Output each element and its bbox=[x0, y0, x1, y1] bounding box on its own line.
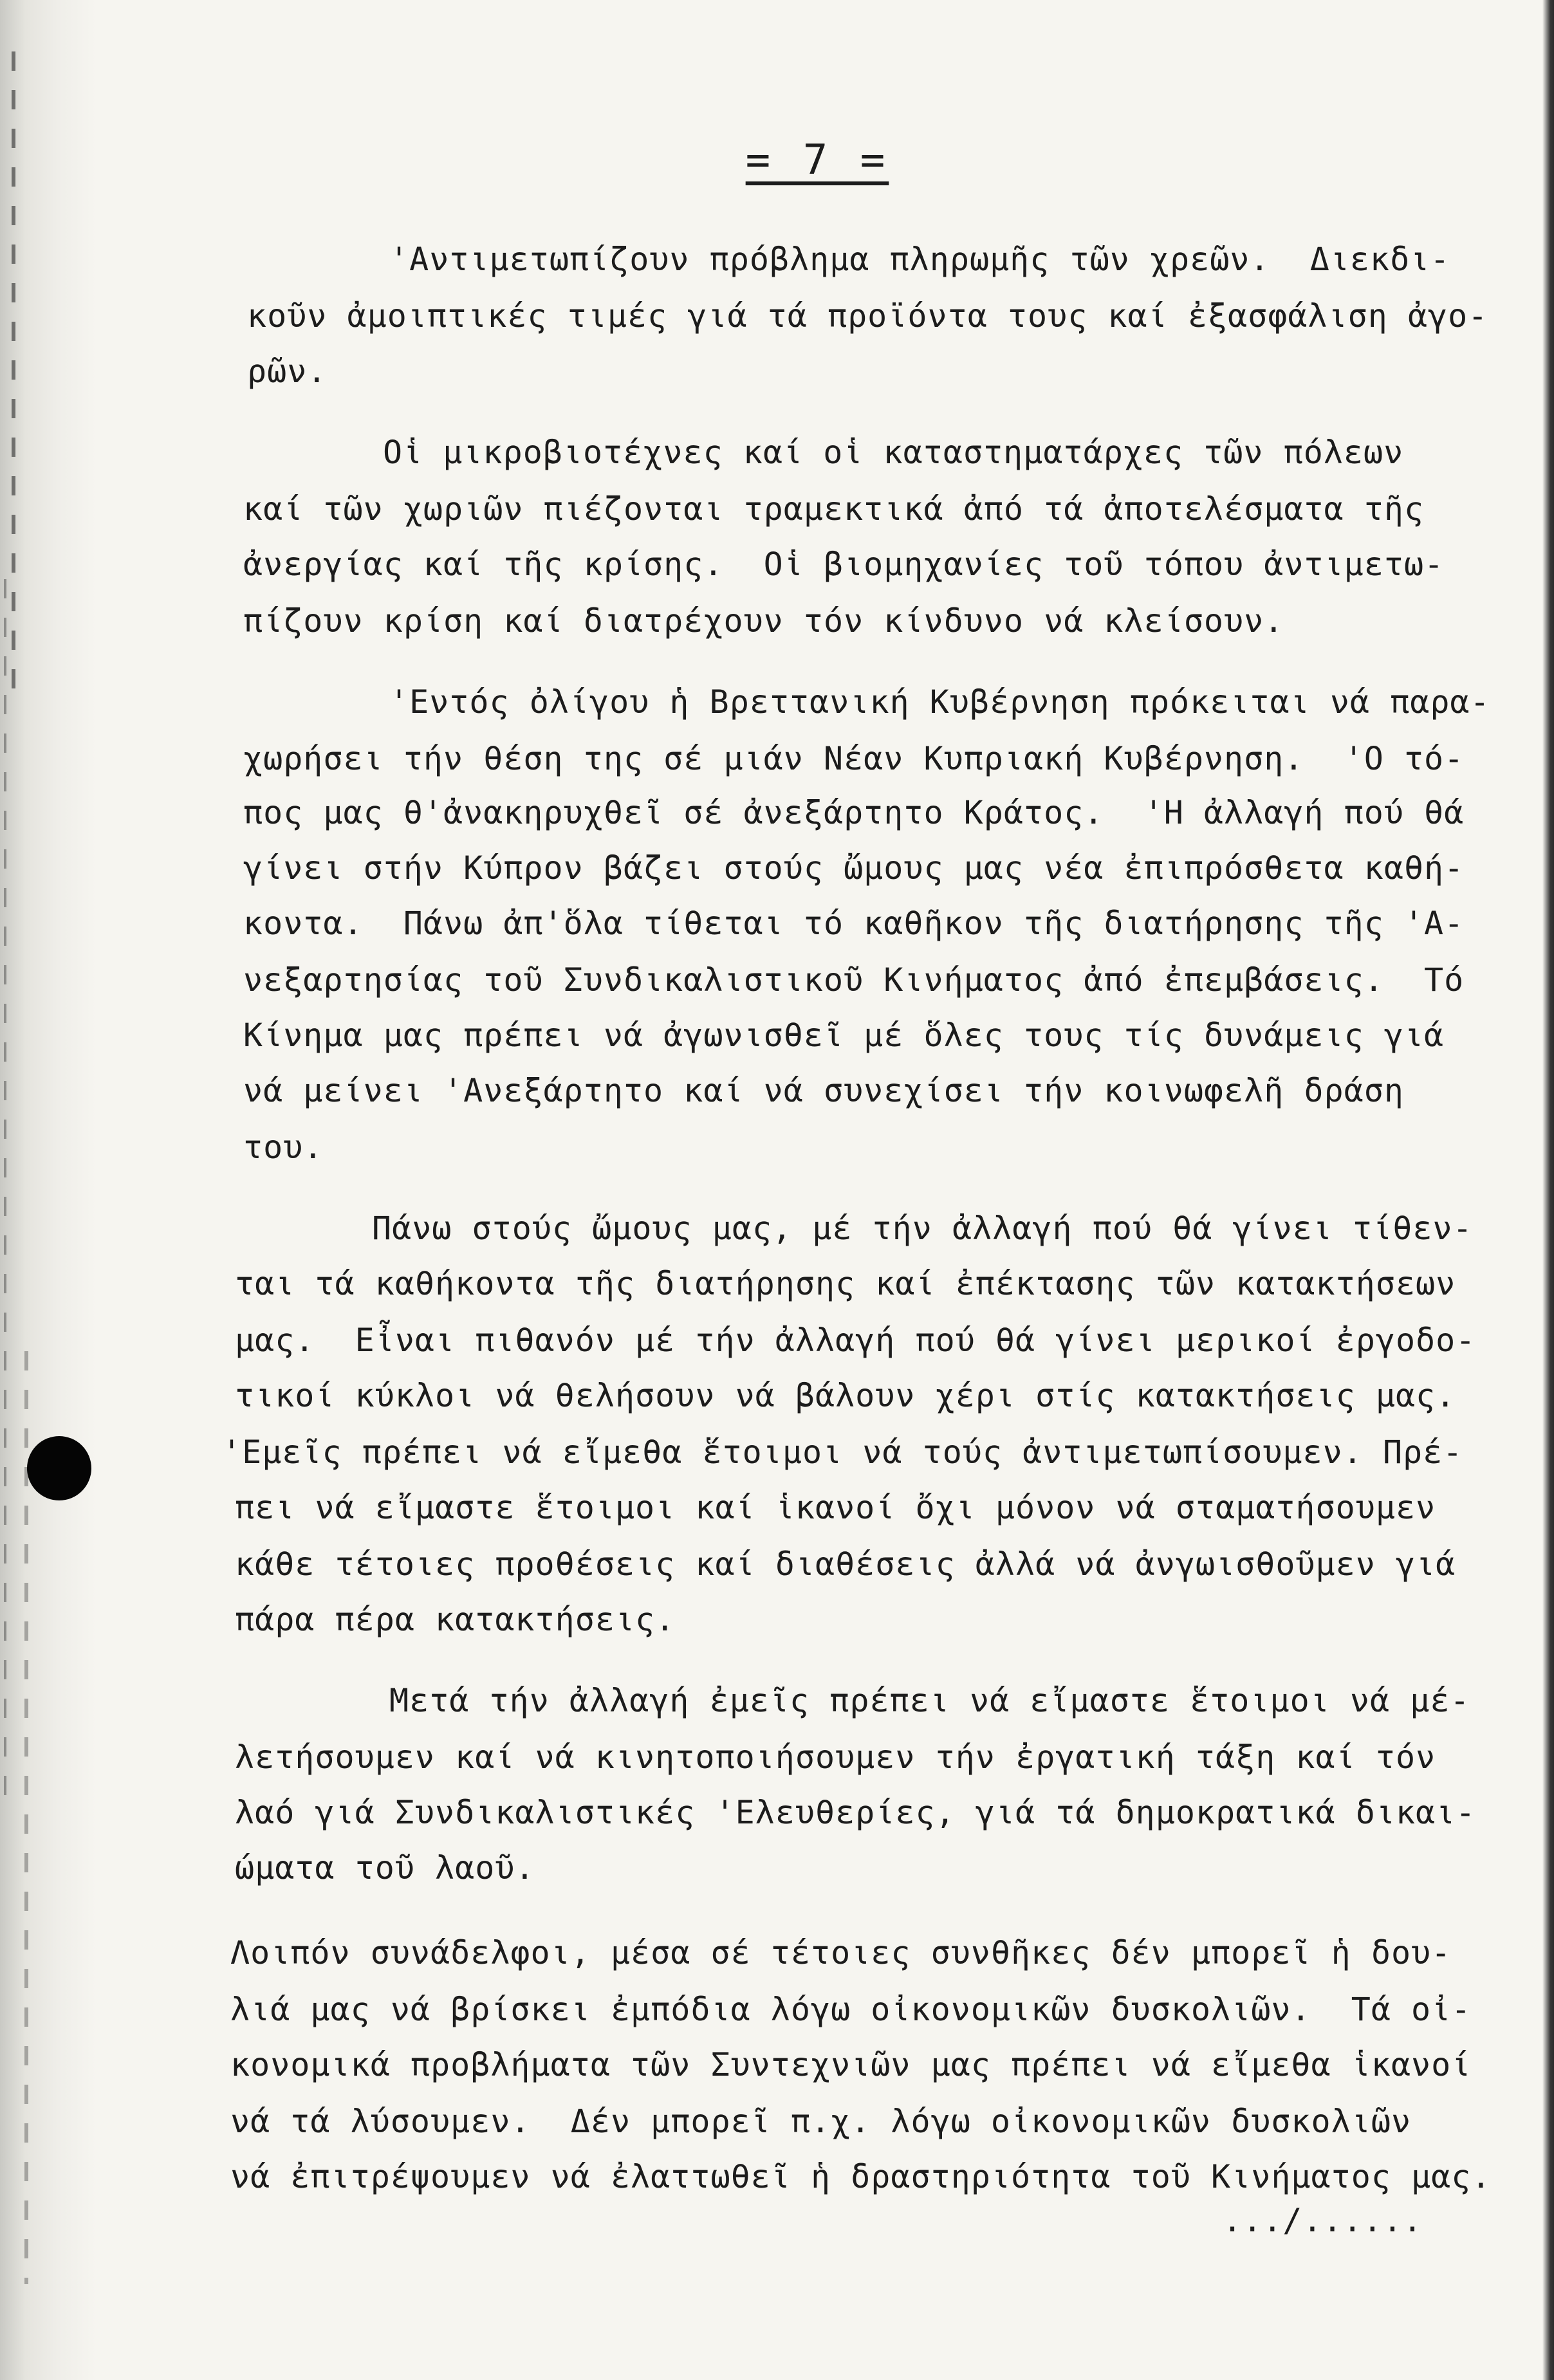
text-line: Μετά τήν ἀλλαγή ἐμεῖς πρέπει νά εἴμαστε ἕτοιμοι νά μέ- bbox=[389, 1682, 1470, 1719]
text-line: Λοιπόν συνάδελφοι, μέσα σέ τέτοιες συνθῆκες δέν μπορεῖ ἡ δου- bbox=[230, 1934, 1452, 1971]
text-line: κονομικά προβλήματα τῶν Συντεχνιῶν μας πρέπει νά εἴμεθα ἱκανοί bbox=[230, 2046, 1472, 2083]
text-line: καί τῶν χωριῶν πιέζονται τραμεκτικά ἀπό τά ἀποτελέσματα τῆς bbox=[243, 490, 1425, 528]
text-line: Κίνημα μας πρέπει νά ἀγωνισθεῖ μέ ὅλες τους τίς δυνάμεις γιά bbox=[243, 1017, 1445, 1054]
text-line: ρῶν. bbox=[247, 353, 328, 390]
text-line: λαό γιά Συνδικαλιστικές 'Ελευθερίες, γιά τά δημοκρατικά δικαι- bbox=[235, 1794, 1476, 1831]
text-line: νεξαρτησίας τοῦ Συνδικαλιστικοῦ Κινήματος ἀπό ἐπεμβάσεις. Τό bbox=[243, 961, 1465, 999]
text-line: πος μας θ'ἀνακηρυχθεῖ σέ ἀνεξάρτητο Κράτος. 'Η ἀλλαγή πού θά bbox=[243, 794, 1465, 831]
text-line: ἀνεργίας καί τῆς κρίσης. Οἱ βιομηχανίες τοῦ τόπου ἀντιμετω- bbox=[243, 546, 1445, 583]
continuation-marker: .../...... bbox=[1223, 2202, 1423, 2239]
page-number: = 7 = bbox=[745, 136, 889, 184]
text-line: κάθε τέτοιες προθέσεις καί διαθέσεις ἀλλά νά ἀνγωισθοῦμεν γιά bbox=[235, 1545, 1456, 1583]
text-line: κοντα. Πάνω ἀπ'ὅλα τίθεται τό καθῆκον τῆς διατήρησης τῆς 'Α- bbox=[243, 905, 1465, 942]
text-line: νά τά λύσουμεν. Δέν μπορεῖ π.χ. λόγω οἰκονομικῶν δυσκολιῶν bbox=[230, 2103, 1412, 2140]
text-line: κοῦν ἀμοιπτικές τιμές γιά τά προϊόντα τους καί ἐξασφάλιση ἀγο- bbox=[247, 297, 1488, 335]
left-margin-scan-artifact bbox=[24, 1351, 28, 2284]
text-line: πει νά εἴμαστε ἕτοιμοι καί ἱκανοί ὄχι μόνον νά σταματήσουμεν bbox=[235, 1489, 1436, 1526]
text-line: νά ἐπιτρέψουμεν νά ἐλαττωθεῖ ἡ δραστηριότητα τοῦ Κινήματος μας. bbox=[230, 2158, 1492, 2195]
text-line: νά μείνει 'Ανεξάρτητο καί νά συνεχίσει τήν κοινωφελῆ δράση bbox=[243, 1072, 1404, 1109]
text-line: Οἱ μικροβιοτέχνες καί οἱ καταστηματάρχες τῶν πόλεων bbox=[383, 434, 1404, 471]
text-line: ώματα τοῦ λαοῦ. bbox=[235, 1849, 535, 1886]
text-line: χωρήσει τήν θέση της σέ μιάν Νέαν Κυπριακή Κυβέρνηση. 'Ο τό- bbox=[243, 740, 1465, 777]
left-margin-scan-artifact bbox=[12, 51, 15, 695]
text-line: 'Εμεῖς πρέπει νά εἴμεθα ἕτοιμοι νά τούς ἀντιμετωπίσουμεν. Πρέ- bbox=[222, 1434, 1463, 1471]
text-line: πίζουν κρίση καί διατρέχουν τόν κίνδυνο νά κλείσουν. bbox=[243, 602, 1284, 640]
text-line: 'Εντός ὀλίγου ἡ Βρεττανική Κυβέρνηση πρόκειται νά παρα- bbox=[389, 683, 1490, 721]
text-line: γίνει στήν Κύπρον βάζει στούς ὤμους μας νέα ἐπιπρόσθετα καθή- bbox=[243, 849, 1465, 887]
text-line: λιά μας νά βρίσκει ἐμπόδια λόγω οἰκονομικῶν δυσκολιῶν. Τά οἰ- bbox=[230, 1991, 1472, 2028]
text-line: τικοί κύκλοι νά θελήσουν νά βάλουν χέρι στίς κατακτήσεις μας. bbox=[235, 1377, 1456, 1414]
text-line: μας. Εἶναι πιθανόν μέ τήν ἀλλαγή πού θά γίνει μερικοί ἐργοδο- bbox=[235, 1322, 1476, 1359]
right-edge-scan-shadow bbox=[1542, 0, 1554, 2380]
text-line: του. bbox=[243, 1129, 324, 1166]
text-line: πάρα πέρα κατακτήσεις. bbox=[235, 1601, 676, 1638]
text-line: Πάνω στούς ὤμους μας, μέ τήν ἀλλαγή πού θά γίνει τίθεν- bbox=[372, 1210, 1473, 1247]
punch-hole bbox=[27, 1436, 91, 1500]
text-line: λετήσουμεν καί νά κινητοποιήσουμεν τήν ἐργατική τάξη καί τόν bbox=[235, 1739, 1436, 1776]
text-line: ται τά καθήκοντα τῆς διατήρησης καί ἐπέκτασης τῶν κατακτήσεων bbox=[235, 1265, 1456, 1302]
left-margin-scan-artifact bbox=[4, 579, 6, 1802]
text-line: 'Αντιμετωπίζουν πρόβλημα πληρωμῆς τῶν χρεῶν. Διεκδι- bbox=[389, 241, 1450, 278]
